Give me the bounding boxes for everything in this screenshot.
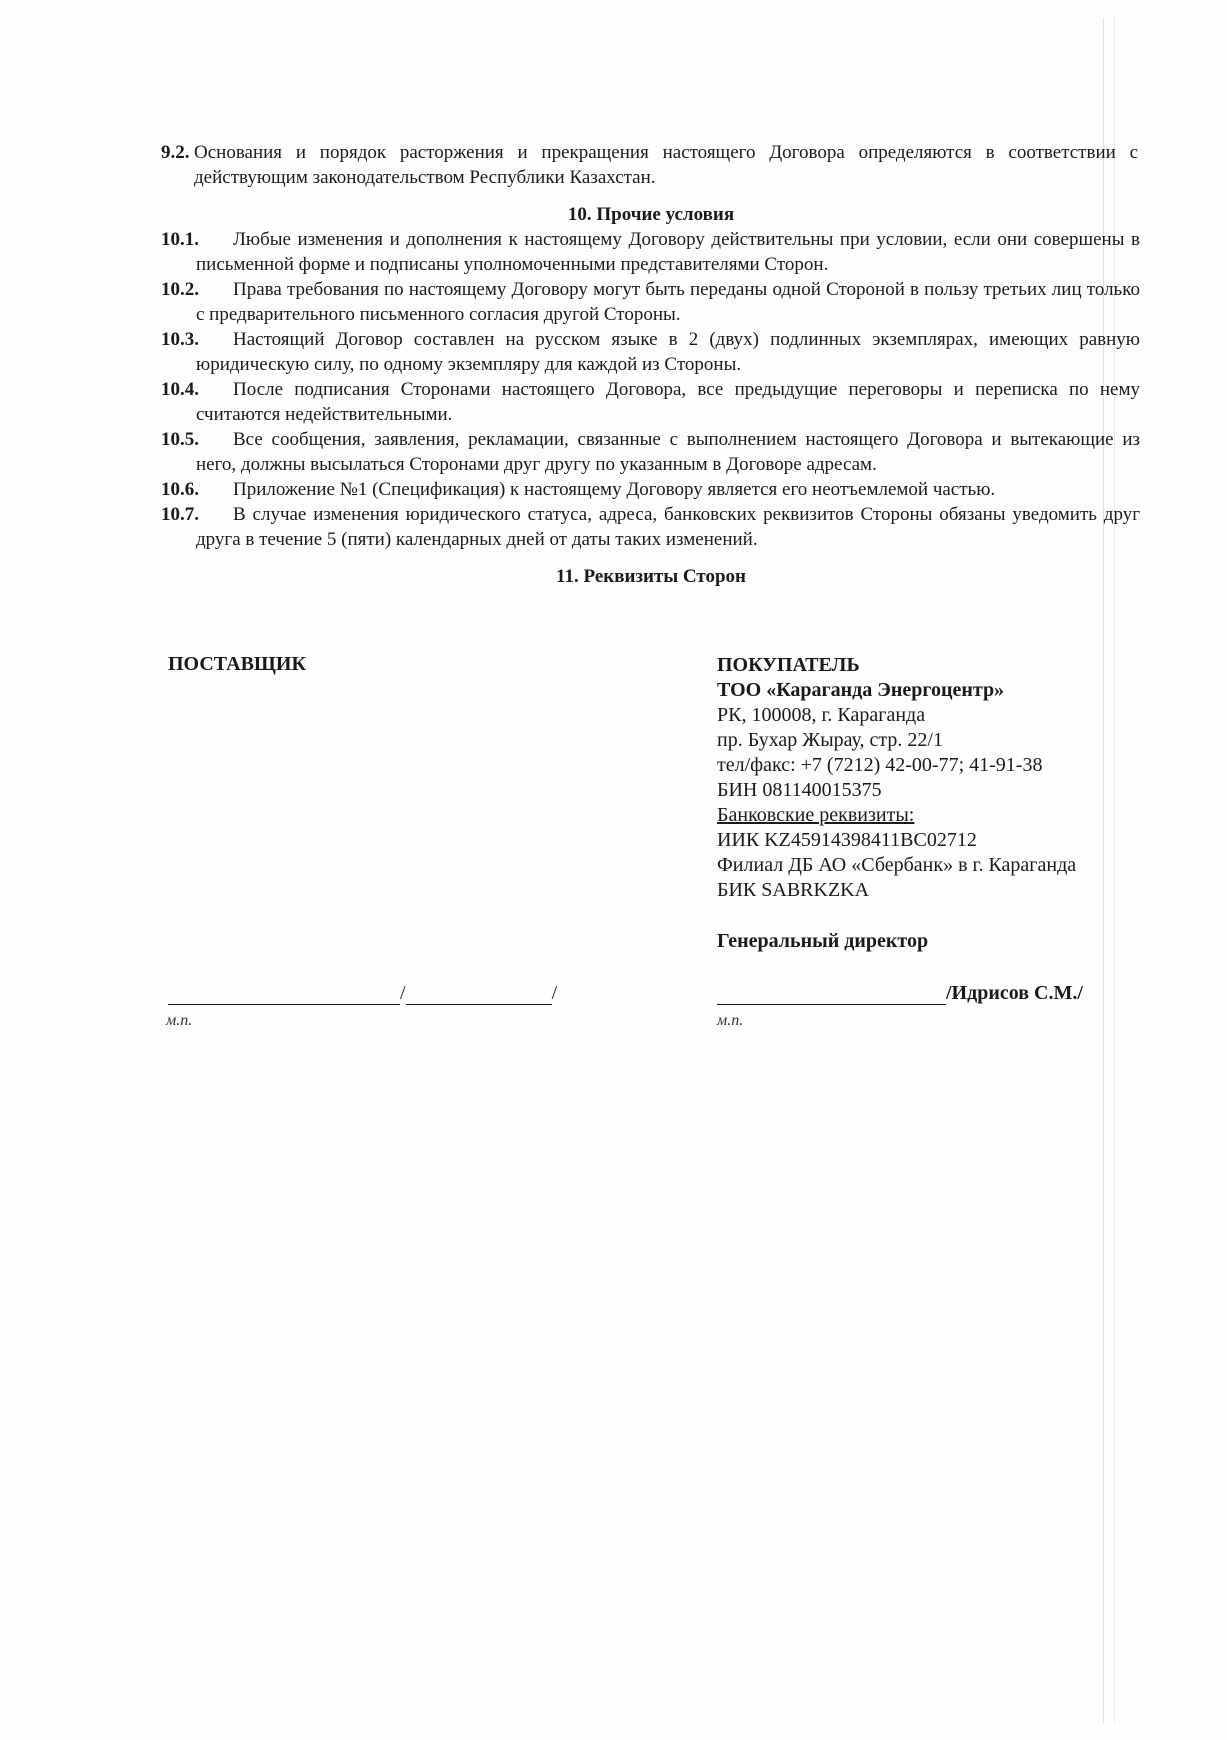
clause-number: 9.2.: [161, 142, 190, 163]
clause-text: Все сообщения, заявления, рекламации, связанные с выполнением настоящего Договора и вытекающие из него, должны высылаться Сторонами друг другу по указанным в Договоре адресам.: [196, 429, 1140, 475]
clause-text: После подписания Сторонами настоящего Договора, все предыдущие переговоры и переписка по нему считаются недействительными.: [196, 379, 1140, 425]
clause-number: 10.7.: [161, 504, 199, 525]
section-10-list: [161, 227, 1141, 552]
clause-text: Любые изменения и дополнения к настоящему Договору действительны при условии, если они совершены в письменной форме и подписаны уполномоченными представителями Сторон.: [196, 229, 1140, 275]
clause-10-1: [161, 227, 1140, 277]
slash: /: [551, 982, 558, 1004]
buyer-iik: ИИК KZ45914398411BC02712: [717, 829, 977, 851]
buyer-phone: тел/факс: +7 (7212) 42-00-77; 41-91-38: [717, 754, 1043, 776]
clause-number: 10.2.: [161, 279, 199, 300]
buyer-bank-name: Филиал ДБ АО «Сбербанк» в г. Караганда: [717, 854, 1077, 876]
signature-blank: [717, 984, 946, 1005]
signer-name: /Идрисов С.М./: [946, 982, 1083, 1004]
buyer-stamp-place: м.п.: [717, 1012, 744, 1029]
buyer-bank-heading: Банковские реквизиты:: [717, 804, 915, 826]
supplier-stamp-place: м.п.: [166, 1012, 193, 1029]
name-blank: [406, 984, 552, 1005]
clause-number: 10.4.: [161, 379, 199, 400]
buyer-company: ТОО «Караганда Энергоцентр»: [717, 679, 1005, 701]
buyer-heading: ПОКУПАТЕЛЬ: [717, 654, 860, 676]
buyer-address-2: пр. Бухар Жырау, стр. 22/1: [717, 729, 943, 751]
buyer-bik: БИК SABRKZKA: [717, 879, 870, 901]
supplier-heading: ПОСТАВЩИК: [168, 653, 306, 675]
contract-body: [161, 140, 1141, 589]
clause-10-3: [161, 327, 1140, 377]
buyer-address-1: РК, 100008, г. Караганда: [717, 704, 926, 726]
clause-number: 10.3.: [161, 329, 199, 350]
buyer-details: [717, 653, 1137, 903]
buyer-position: Генеральный директор: [717, 930, 929, 952]
clause-number: 10.6.: [161, 479, 199, 500]
buyer-signature-line: [717, 982, 1083, 1005]
clause-number: 10.1.: [161, 229, 199, 250]
clause-text: В случае изменения юридического статуса, адреса, банковских реквизитов Стороны обязаны уведомить друг друга в течение 5 (пяти) календарных дней от даты таких изменений.: [196, 504, 1140, 550]
signature-blank: [168, 984, 400, 1005]
clause-10-7: [161, 502, 1140, 552]
section-10-title: 10. Прочие условия: [567, 204, 735, 225]
slash: /: [400, 982, 406, 1004]
clause-number: 10.5.: [161, 429, 199, 450]
clause-text: Права требования по настоящему Договору могут быть переданы одной Стороной в пользу третьих лиц только с предварительного письменного согласия другой Стороны.: [196, 279, 1140, 325]
clause-text: Настоящий Договор составлен на русском языке в 2 (двух) подлинных экземплярах, имеющих равную юридическую силу, по одному экземпляру для каждой из Стороны.: [196, 329, 1140, 375]
clause-10-4: [161, 377, 1140, 427]
buyer-bin: БИН 081140015375: [717, 779, 882, 801]
clause-10-6: [161, 477, 1140, 502]
clause-text: Приложение №1 (Спецификация) к настоящему Договору является его неотъемлемой частью.: [233, 479, 996, 500]
section-11-title: 11. Реквизиты Сторон: [556, 566, 746, 587]
clause-10-2: [161, 277, 1140, 327]
supplier-signature-line: [168, 982, 557, 1005]
clause-text: Основания и порядок расторжения и прекращения настоящего Договора определяются в соответствии с действующим законодательством Республики Казахстан.: [194, 142, 1138, 188]
clause-10-5: [161, 427, 1140, 477]
clause-9-2: [161, 140, 1138, 190]
